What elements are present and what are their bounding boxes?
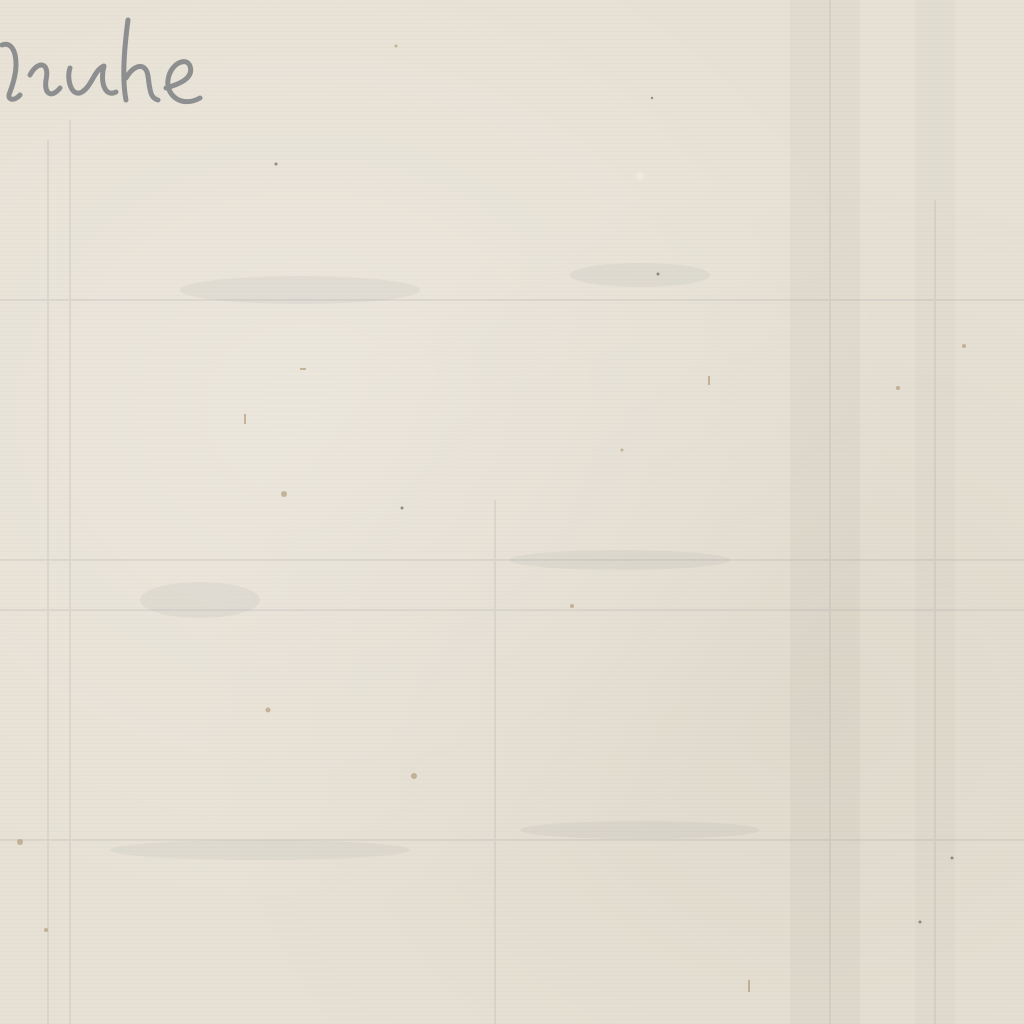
fleck <box>300 368 306 370</box>
fleck <box>17 839 23 845</box>
fleck <box>708 376 710 385</box>
ink-smudge <box>520 821 760 839</box>
speck <box>657 273 660 276</box>
ink-smudge <box>110 840 410 860</box>
fleck <box>266 708 271 713</box>
handwriting-fragment <box>2 20 200 102</box>
speck <box>275 163 278 166</box>
speck <box>401 507 404 510</box>
speck <box>651 97 653 99</box>
fleck <box>636 172 644 180</box>
speck <box>919 921 922 924</box>
fleck <box>395 45 398 48</box>
fleck <box>244 414 246 424</box>
fold-shadow <box>790 0 860 1024</box>
ink-smudge <box>140 582 260 618</box>
ink-smudge <box>180 276 420 304</box>
fleck <box>570 604 574 608</box>
speck <box>951 857 954 860</box>
fleck <box>748 980 750 992</box>
fleck <box>896 386 900 390</box>
fleck <box>411 773 417 779</box>
fleck <box>281 491 287 497</box>
ink-smudge <box>510 550 730 570</box>
fleck <box>44 928 48 932</box>
fleck <box>621 449 624 452</box>
bleed-through-ink <box>110 263 760 860</box>
fleck <box>962 344 966 348</box>
ink-smudge <box>570 263 710 287</box>
